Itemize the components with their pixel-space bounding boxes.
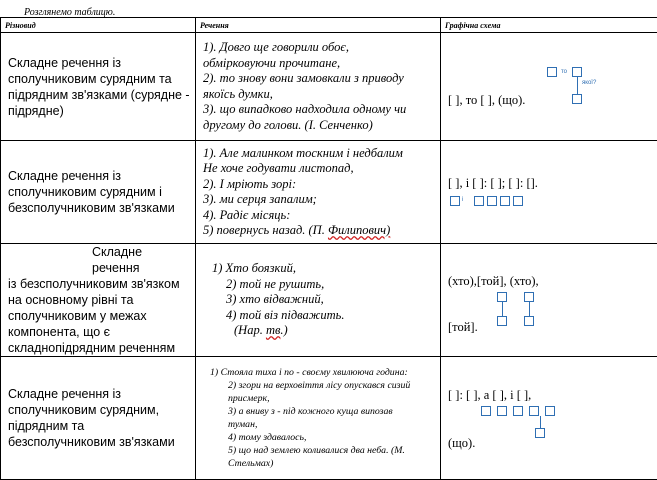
scheme-box: [572, 67, 582, 77]
scheme-box: [545, 406, 555, 416]
header-sentence: Речення: [196, 18, 441, 33]
scheme-box: [481, 406, 491, 416]
row-sentence: 1) Стояла тиха і по - своєму хвилююча година: 2) згори на верховіття лісу опускався сизий присмерк, 3) а вниву з - під кожного куща випозав туман, 4) тому здавалось, 5) що над землею коливалися два неба. (М. Стельмах): [196, 357, 441, 480]
scheme-label: якої?: [582, 80, 596, 86]
table-row: [1, 244, 657, 357]
scheme-box: [474, 196, 484, 206]
header-scheme: Графічна схема: [441, 18, 657, 33]
header-type: Різновид: [1, 18, 196, 33]
row-sentence: 1). Але малинком тоскним і недбалим Не хоче годувати листопад, 2). І мріють зорі: 3). ми серця запалим; 4). Радіє місяць: 5) повернусь назад. (П. Филипович): [196, 141, 441, 244]
scheme-box: [513, 196, 523, 206]
scheme-line: [540, 416, 541, 428]
row-scheme: [441, 357, 657, 480]
scheme-box: [535, 428, 545, 438]
intro-text: Розглянемо таблицю.: [24, 7, 115, 18]
scheme-box: [500, 196, 510, 206]
comparison-table: [0, 17, 657, 480]
row-scheme: [441, 244, 657, 357]
table-row: [1, 141, 657, 244]
scheme-line: [502, 302, 503, 316]
row-type: Складне речення із сполучниковим сурядним, підрядним та безсполучниковим зв'язками: [1, 357, 196, 480]
scheme-box: [487, 196, 497, 206]
scheme-label: і: [462, 197, 463, 203]
scheme-box: [497, 292, 507, 302]
table-row: [1, 357, 657, 480]
scheme-formula: [ ], то [ ], (що).: [448, 93, 525, 108]
scheme-box: [450, 196, 460, 206]
header-row: [1, 18, 657, 33]
scheme-formula-top: (хто),[той], (хто),: [448, 274, 539, 289]
scheme-formula-bottom: [той].: [448, 320, 478, 335]
scheme-box: [524, 292, 534, 302]
scheme-line: [577, 77, 578, 94]
row-sentence: 1). Довго ще говорили обоє, обмірковуючи прочитане, 2). то знову вони замовкали з приводу якоїсь думки, 3). що випадково надходила одному чи другому до голови. (І. Сенченко): [196, 33, 441, 141]
row-type: Складне речення із безсполучниковим зв'язком на основному рівні та сполучниковим у межах компонента, що є складнопідрядним реченням: [1, 244, 196, 357]
scheme-box: [547, 67, 557, 77]
scheme-box: [497, 316, 507, 326]
row-scheme: [441, 141, 657, 244]
scheme-formula: [ ], і [ ]: [ ]; [ ]: [].: [448, 176, 538, 191]
scheme-box: [524, 316, 534, 326]
scheme-box: [529, 406, 539, 416]
row-type: Складне речення із сполучниковим сурядним та підрядним зв'язками (сурядне - підрядне): [1, 33, 196, 141]
scheme-box: [572, 94, 582, 104]
scheme-formula-bottom: (що).: [448, 436, 475, 451]
scheme-formula-top: [ ]: [ ], а [ ], і [ ],: [448, 388, 531, 403]
row-sentence: 1) Хто боязкий, 2) той не рушить, 3) хто відважний, 4) той віз підважить. (Нар. тв.): [196, 244, 441, 357]
scheme-box: [497, 406, 507, 416]
comparison-table-wrapper: [0, 17, 657, 475]
row-type: Складне речення із сполучниковим сурядним і безсполучниковим зв'язками: [1, 141, 196, 244]
scheme-label: то: [561, 69, 567, 75]
row-scheme: [441, 33, 657, 141]
scheme-line: [529, 302, 530, 316]
scheme-box: [513, 406, 523, 416]
table-row: [1, 33, 657, 141]
